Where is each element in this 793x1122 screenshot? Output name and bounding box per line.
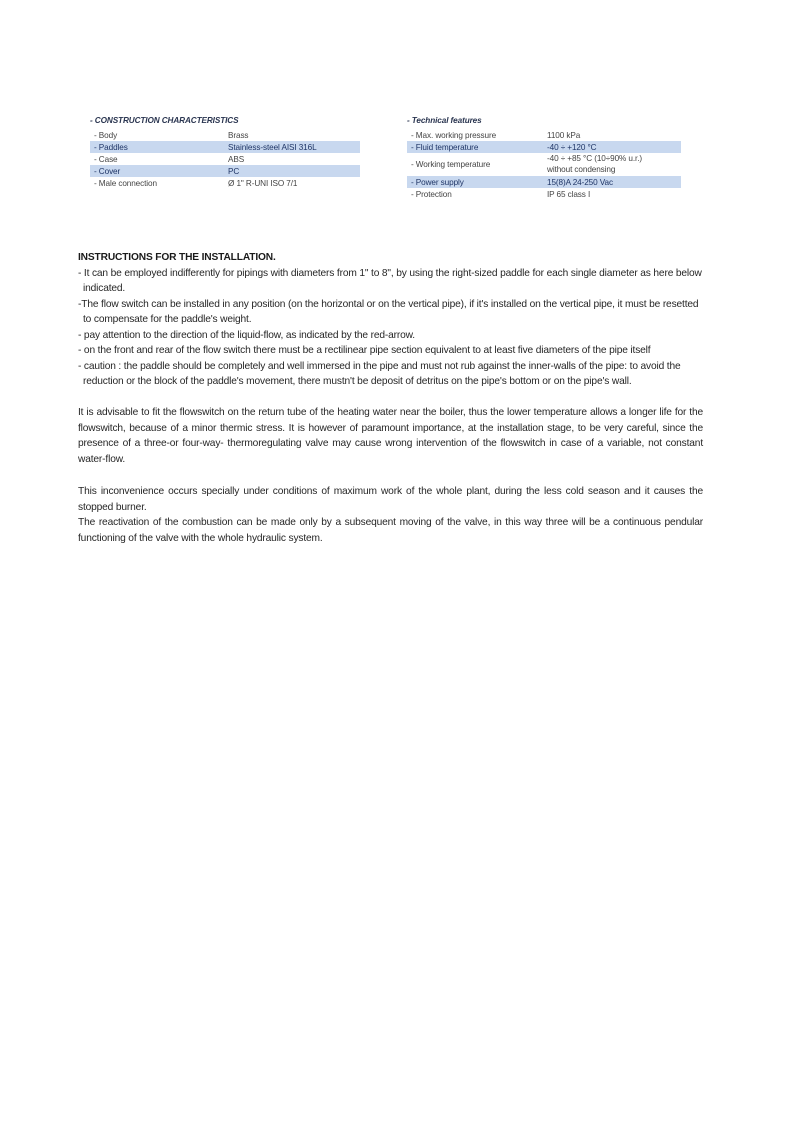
spec-value: -40 ÷ +120 °C (547, 142, 597, 152)
spec-value: Stainless-steel AISI 316L (228, 142, 317, 152)
instruction-item: -The flow switch can be installed in any position (on the horizontal or on the vertical pipe), if it's installed on the vertical pipe, it must be resetted to compensate for the paddle's weight. (78, 298, 699, 325)
spec-value: PC (228, 166, 240, 176)
spec-row (90, 165, 360, 177)
technical-features-table (407, 116, 681, 200)
construction-title: - CONSTRUCTION CHARACTERISTICS (90, 116, 239, 125)
instruction-item: - caution : the paddle should be completely and well immersed in the pipe and must not rub against the inner-walls of the pipe: to avoid the reduction or the block of the paddle's movement, there mustn't be deposit of detritus on the pipe's bottom or on the pipe's wall. (78, 360, 681, 387)
spec-row (90, 177, 360, 189)
spec-label: - Male connection (94, 178, 157, 188)
paragraph: This inconvenience occurs specially under conditions of maximum work of the whole plant, during the less cold season and it causes the stopped burner. (78, 486, 703, 513)
spec-label: - Max. working pressure (411, 130, 497, 140)
spec-row (407, 141, 681, 153)
spec-row (90, 141, 360, 153)
spec-value: 15(8)A 24-250 Vac (547, 177, 613, 187)
spec-value: Brass (228, 130, 249, 140)
instruction-item: - on the front and rear of the flow switch there must be a rectilinear pipe section equivalent to at least five diameters of the pipe itself (78, 345, 651, 356)
paragraph: It is advisable to fit the flowswitch on the return tube of the heating water near the boiler, thus the lower temperature allows a longer life for the flowswitch, because of a minor thermic stress. It is however of paramount importance, at the installation stage, to be very careful, since the presence of a three-or four-way- thermoregulating valve may cause wrong intervention of the flowswitch in case of a variable, not constant water-flow. (78, 407, 703, 465)
spec-value: Ø 1" R-UNI ISO 7/1 (228, 178, 298, 188)
spec-value (547, 154, 642, 175)
inconvenience-paragraphs (78, 484, 703, 546)
spec-value-line: without condensing (547, 164, 616, 174)
spec-label: - Body (94, 130, 118, 140)
paragraph: The reactivation of the combustion can be made only by a subsequent moving of the valve, in this way three will be a continuous pendular functioning of the valve with the whole hydraulic system. (78, 517, 703, 544)
instruction-item: - pay attention to the direction of the liquid-flow, as indicated by the red-arrow. (78, 329, 415, 341)
spec-label: - Power supply (411, 177, 464, 187)
spec-label: - Fluid temperature (411, 142, 479, 152)
instructions-heading: INSTRUCTIONS FOR THE INSTALLATION. (78, 252, 276, 263)
spec-row (407, 188, 681, 200)
spec-label: - Protection (411, 189, 452, 199)
installation-instructions (78, 250, 703, 390)
spec-row (407, 153, 681, 176)
spec-row (407, 176, 681, 188)
spec-label: - Paddles (94, 142, 128, 152)
spec-label: - Cover (94, 166, 121, 176)
instruction-item: - It can be employed indifferently for pipings with diameters from 1" to 8", by using the right-sized paddle for each single diameter as here below indicated. (78, 267, 702, 294)
spec-label: - Working temperature (411, 160, 491, 169)
spec-row (90, 153, 360, 165)
spec-label: - Case (94, 154, 118, 164)
spec-value-line: -40 ÷ +85 °C (10÷90% u.r.) (547, 154, 642, 163)
technical-title: - Technical features (407, 116, 482, 125)
spec-row (90, 129, 360, 141)
spec-row (407, 129, 681, 141)
construction-characteristics-table (90, 116, 360, 189)
spec-value: 1100 kPa (547, 130, 581, 140)
advice-paragraph (78, 405, 703, 467)
spec-value: ABS (228, 154, 245, 164)
spec-value: IP 65 class I (547, 189, 591, 199)
